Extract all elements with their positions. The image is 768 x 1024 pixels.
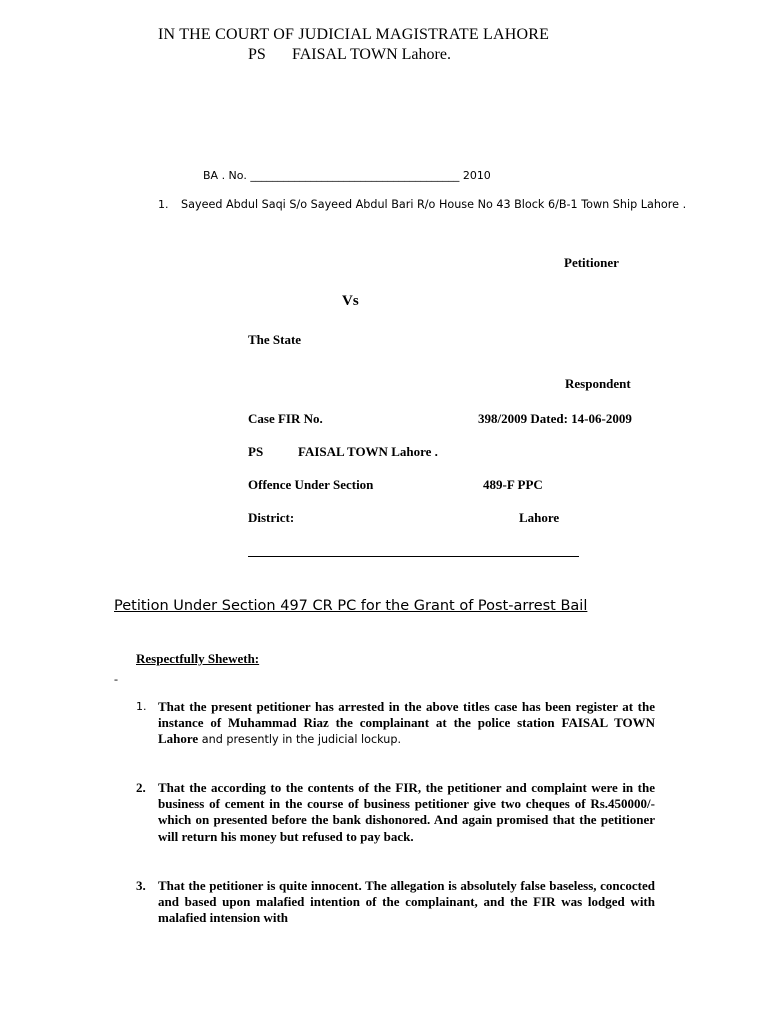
section-divider [248,556,579,557]
paragraph-text: That the according to the contents of the FIR, the petitioner and complaint were in the business of cement in the course of business petitioner give two cheques of Rs.450000/- which on presented before the bank dishonored. And again promised that the petitioner will return his money but refused to pay back. [158,780,655,844]
paragraph-number: 2. [136,780,146,795]
district-value: Lahore [519,510,560,525]
petitioner-details: Sayeed Abdul Saqi S/o Sayeed Abdul Bari R/o House No 43 Block 6/B-1 Town Ship Lahore . [181,198,687,211]
paragraph [158,699,655,749]
paragraph-text: That the petitioner is quite innocent. The allegation is absolutely false baseless, concocted and based upon malafied intention of the complainant, and the FIR was lodged with malafied intension with [158,878,655,926]
case-fir-label: Case FIR No. [248,411,323,426]
paragraph-number: 1. [136,700,147,713]
police-station-value: FAISAL TOWN Lahore . [298,444,438,459]
paragraph [158,780,655,845]
dash-mark: - [114,672,118,686]
court-ps-label: PS [248,46,266,63]
respondent-name: The State [248,332,302,347]
court-title: IN THE COURT OF JUDICIAL MAGISTRATE LAHORE [158,26,550,43]
petitioner-item-number: 1. [158,198,169,211]
versus-label: Vs [342,293,359,309]
paragraph-text-tail: and presently in the judicial lockup. [198,733,402,747]
sheweth-heading: Respectfully Sheweth: [136,651,260,666]
respondent-label: Respondent [565,376,631,391]
offence-value: 489-F PPC [483,477,543,492]
offence-label: Offence Under Section [248,477,374,492]
paragraph-number: 3. [136,878,146,893]
petitioner-label: Petitioner [564,255,619,270]
police-station-label: PS [248,444,264,459]
case-fir-value: 398/2009 Dated: 14-06-2009 [478,411,632,426]
district-label: District: [248,510,295,525]
ba-number-line: BA . No. ______________________________________ 2010 [203,169,491,182]
court-ps-value: FAISAL TOWN Lahore. [292,46,451,63]
paragraph-text: That the present petitioner has arrested in the above titles case has been register at the instance of Muhammad Riaz the complainant at the police station FAISAL TOWN Lahore [158,699,655,747]
petition-heading: Petition Under Section 497 CR PC for the Grant of Post-arrest Bail [114,598,588,614]
paragraph [158,878,655,927]
